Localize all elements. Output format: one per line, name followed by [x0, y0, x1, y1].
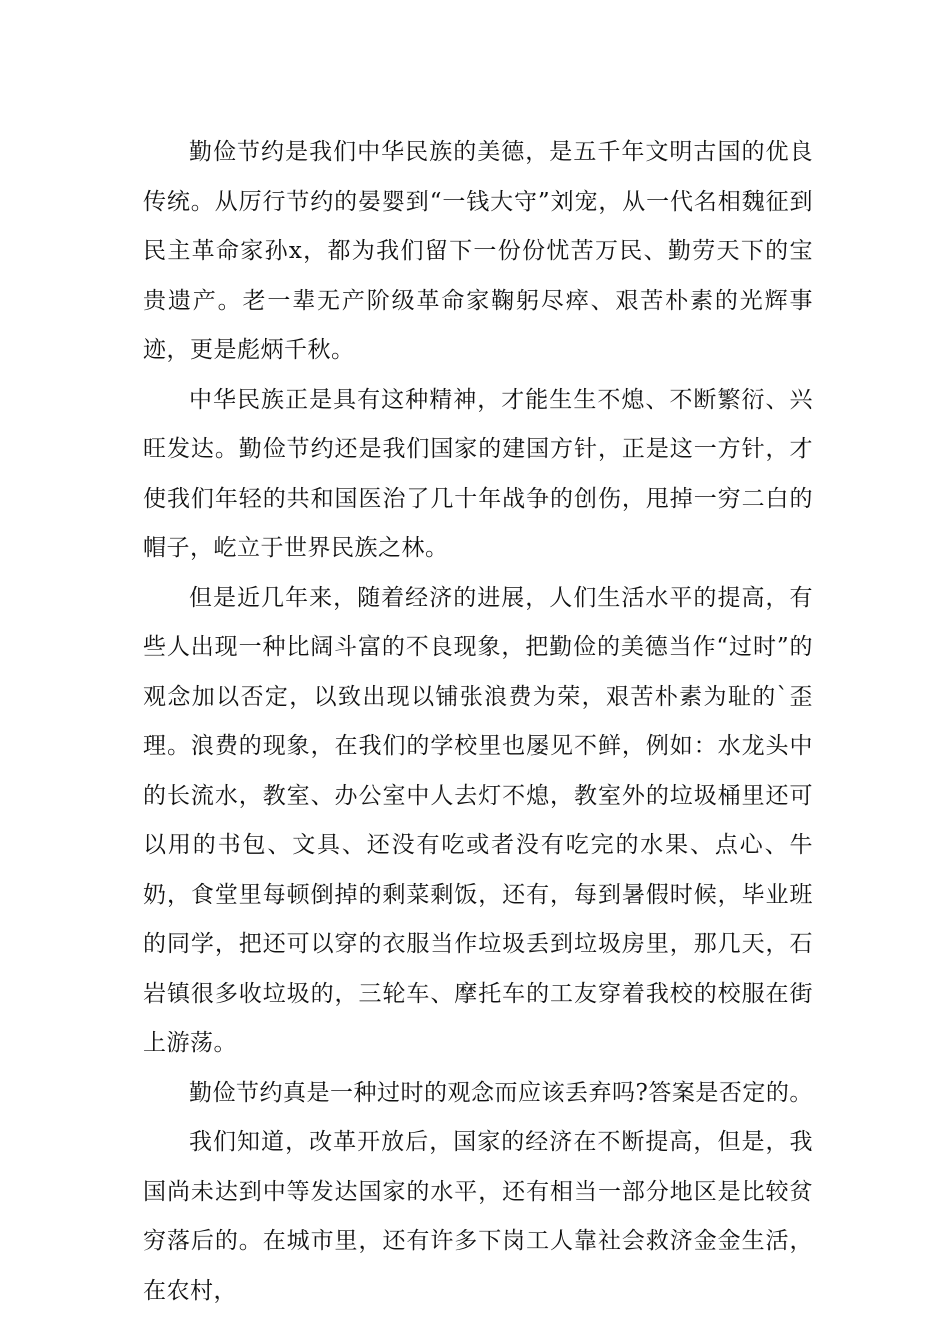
- paragraph-5: 我们知道，改革开放后，国家的经济在不断提高，但是，我国尚未达到中等发达国家的水平，还有相当一部分地区是比较贫穷落后的。在城市里，还有许多下岗工人靠社会救济金金生活，在农村，: [143, 1129, 813, 1304]
- paragraph-1: 勤俭节约是我们中华民族的美德，是五千年文明古国的优良传统。从厉行节约的晏婴到“一钱大守”刘宠，从一代名相魏征到民主革命家孙x，都为我们留下一份份忧苦万民、勤劳天下的宝贵遗产。老一辈无产阶级革命家鞠躬尽瘁、艰苦朴素的光辉事迹，更是彪炳千秋。: [143, 139, 813, 363]
- document-body: [143, 128, 813, 1316]
- paragraph-3: 但是近几年来，随着经济的进展，人们生活水平的提高，有些人出现一种比阔斗富的不良现象，把勤俭的美德当作“过时”的观念加以否定，以致出现以铺张浪费为荣，艰苦朴素为耻的`歪理。浪费的现象，在我们的学校里也屡见不鲜，例如：水龙头中的长流水，教室、办公室中人去灯不熄，教室外的垃圾桶里还可以用的书包、文具、还没有吃或者没有吃完的水果、点心、牛奶，食堂里每顿倒掉的剩菜剩饭，还有，每到暑假时候，毕业班的同学，把还可以穿的衣服当作垃圾丢到垃圾房里，那几天，石岩镇很多收垃圾的，三轮车、摩托车的工友穿着我校的校服在街上游荡。: [143, 584, 813, 1056]
- paragraph-2: 中华民族正是具有这种精神，才能生生不熄、不断繁衍、兴旺发达。勤俭节约还是我们国家的建国方针，正是这一方针，才使我们年轻的共和国医治了几十年战争的创伤，甩掉一穷二白的帽子，屹立于世界民族之林。: [143, 386, 813, 561]
- paragraph-4: 勤俭节约真是一种过时的观念而应该丢弃吗?答案是否定的。: [189, 1079, 813, 1106]
